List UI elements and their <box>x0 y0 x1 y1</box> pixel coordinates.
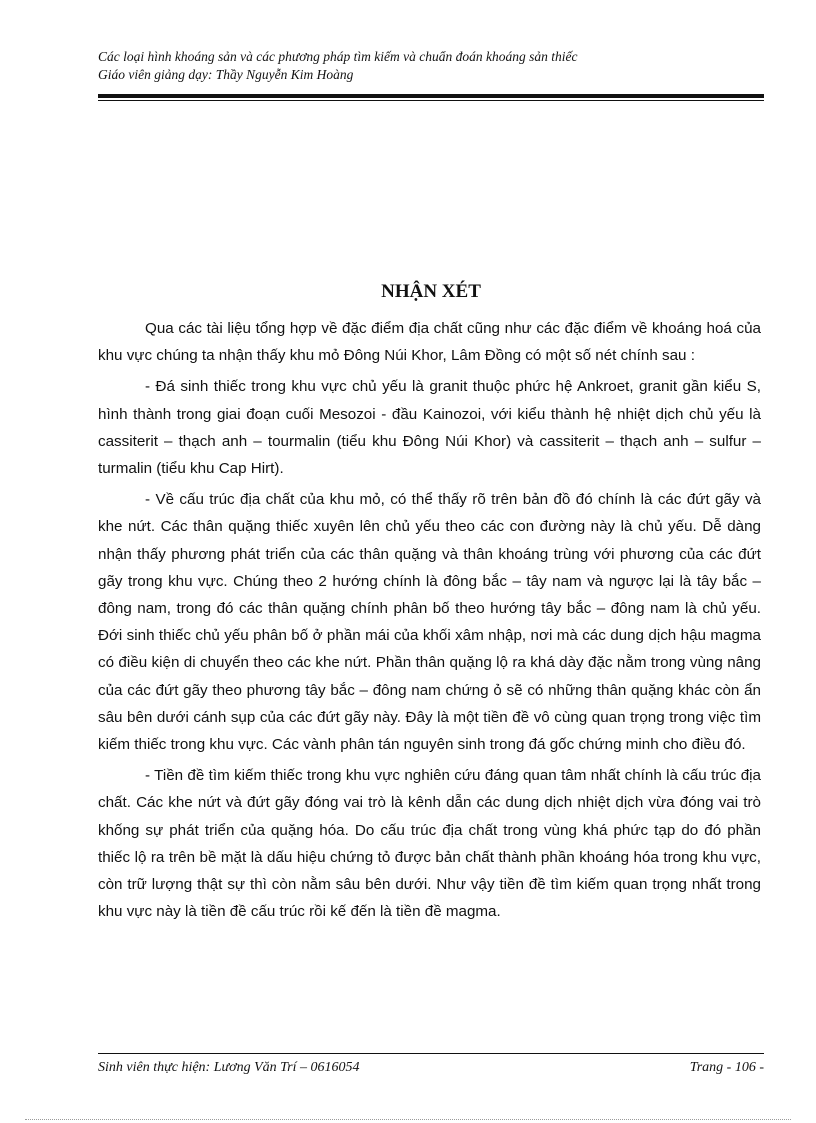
paragraph-intro: Qua các tài liệu tổng hợp về đặc điểm địa chất cũng như các đặc điểm về khoáng hoá của khu vực chúng ta nhận thấy khu mỏ Đông Núi Khor, Lâm Đồng có một số nét chính sau : <box>98 320 761 365</box>
footer-rule <box>98 1053 764 1054</box>
header-rule-thin <box>98 100 764 101</box>
body-text <box>98 315 761 929</box>
page-header <box>98 48 764 84</box>
header-teacher: Giáo viên giảng dạy: Thầy Nguyễn Kim Hoàng <box>98 67 354 82</box>
header-course-title: Các loại hình khoáng sản và các phương pháp tìm kiếm và chuẩn đoán khoáng sản thiếc <box>98 49 578 64</box>
section-title: NHẬN XÉT <box>381 281 481 302</box>
page-number: Trang - 106 - <box>689 1060 764 1075</box>
header-rule-thick <box>98 94 764 98</box>
paragraph-exploration-premise: - Tiền đề tìm kiếm thiếc trong khu vực nghiên cứu đáng quan tâm nhất chính là cấu trúc địa chất. Các khe nứt và đứt gãy đóng vai trò là kênh dẫn các dung dịch nhiệt dịch vừa đóng vai trò khống sự phát triển của quặng hóa. Do cấu trúc địa chất trong vùng khá phức tạp do đó phần thiếc lộ ra trên bề mặt là dấu hiệu chứng tỏ được bản chất thành phần khoáng hóa trong khu vực, còn trữ lượng thật sự thì còn nằm sâu bên dưới. Như vậy tiền đề tìm kiếm quan trọng nhất trong khu vực này là tiền đề cấu trúc rồi kế đến là tiền đề magma. <box>98 767 761 921</box>
page-footer <box>98 1059 764 1077</box>
footer-student: Sinh viên thực hiện: Lương Văn Trí – 0616054 <box>98 1060 360 1075</box>
paragraph-source-rock: - Đá sinh thiếc trong khu vực chủ yếu là granit thuộc phức hệ Ankroet, granit gần kiểu S, hình thành trong giai đoạn cuối Mesozoi - đầu Kainozoi, với kiểu thành hệ nhiệt dịch chủ yếu là cassiterit – thạch anh – tourmalin (tiểu khu Đông Núi Khor) và cassiterit – thạch anh – sulfur – turmalin (tiểu khu Cap Hirt). <box>98 378 761 478</box>
paragraph-structure: - Về cấu trúc địa chất của khu mỏ, có thể thấy rõ trên bản đồ đó chính là các đứt gãy và khe nứt. Các thân quặng thiếc xuyên lên chủ yếu theo các con đường này là chủ yếu. Dễ dàng nhận thấy phương phát triển của các thân quặng và thân khoáng trùng với phương của các đứt gãy trong khu vực. Chúng theo 2 hướng chính là đông bắc – tây nam và ngược lại là tây bắc – đông nam, trong đó các thân quặng chính phân bố theo hướng tây bắc – đông nam là chủ yếu. Đới sinh thiếc chủ yếu phân bố ở phần mái của khối xâm nhập, nơi mà các dung dịch hậu magma có điều kiện di chuyển theo các khe nứt. Phần thân quặng lộ ra khá dày đặc nằm trong vùng nâng của các đứt gãy theo phương tây bắc – đông nam chứng ỏ sẽ có những thân quặng khác còn ẩn sâu bên dưới cánh sụp của các đứt gãy này. Đây là một tiền đề vô cùng quan trọng trong việc tìm kiếm thiếc trong khu vực. Các vành phân tán nguyên sinh trong đá gốc chứng minh cho điều đó. <box>98 491 761 754</box>
page-bottom-dotted-line <box>25 1119 791 1120</box>
